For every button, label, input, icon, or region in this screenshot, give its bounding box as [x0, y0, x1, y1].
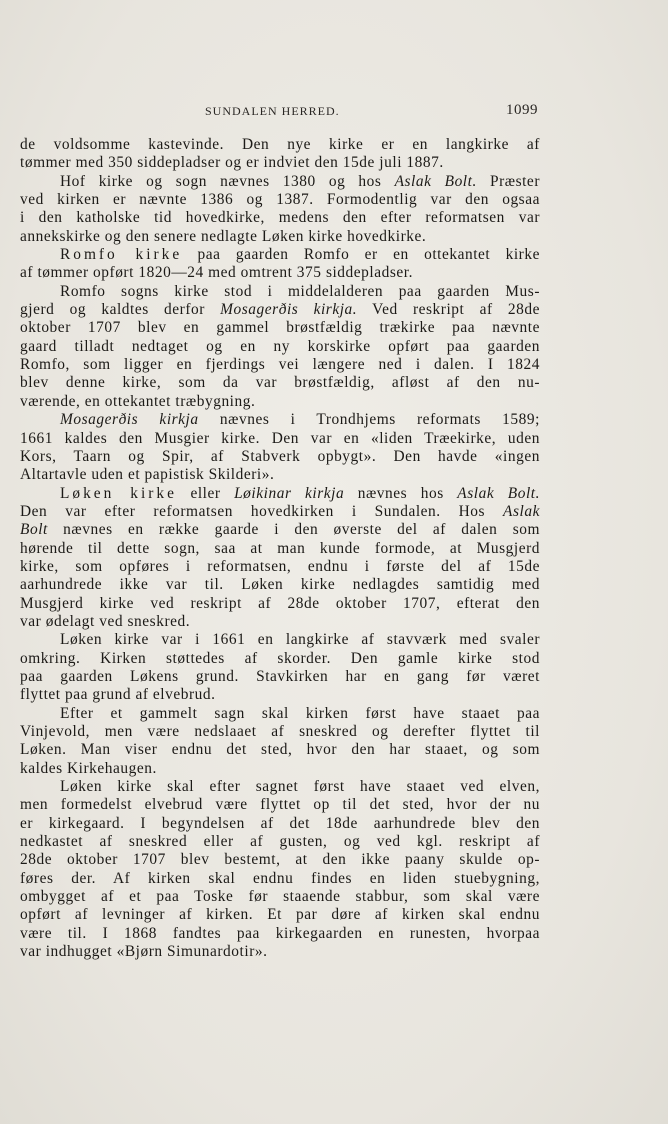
text-line — [20, 374, 540, 392]
text-line — [20, 283, 540, 301]
text-line — [20, 925, 540, 943]
text-line — [20, 815, 540, 833]
text-line — [20, 356, 540, 374]
text-line — [20, 191, 540, 209]
text-line — [20, 485, 540, 503]
text-line — [20, 448, 540, 466]
text-segment: være til. I 1868 fandtes paa kirkegaarden en runesten, hvorpaa — [20, 924, 540, 942]
text-segment: men formedelst elvebrud være flyttet op til det sted, hvor der nu — [20, 796, 540, 814]
text-segment: omkring. Kirken støttedes af skorder. Den gamle kirke stod — [20, 649, 540, 667]
text-line — [20, 650, 540, 668]
text-line — [20, 906, 540, 924]
text-segment: Den var efter reformatsen hovedkirken i Sundalen. Hos — [20, 502, 504, 520]
text-segment: ombygget af et paa Toske før staaende stabbur, som skal være — [20, 888, 540, 906]
italic-text: Mosagerðis kirkja. — [220, 301, 358, 319]
text-segment: tømmer med 350 siddepladser og er indviet den 15de juli 1887. — [20, 154, 444, 172]
text-line — [20, 631, 540, 649]
text-segment: Ved reskript af 28de — [357, 301, 541, 319]
text-segment: nævnes i Trondhjems reformats 1589; — [198, 411, 540, 429]
text-line — [20, 228, 540, 246]
text-line — [20, 888, 540, 906]
text-segment: gaard tilladt nedtaget og en ny korskirke opført paa gaarden — [20, 337, 540, 355]
text-segment: nævnes hos — [344, 484, 458, 502]
spaced-heading-text: Løken kirke — [60, 484, 177, 502]
text-line — [20, 723, 540, 741]
text-segment: Løken. Man viser endnu det sted, hvor den har staaet, og som — [20, 741, 540, 759]
text-segment: Vinjevold, men være nedslaaet af sneskred og derefter flyttet til — [20, 723, 540, 740]
text-segment: af tømmer opført 1820—24 med omtrent 375 siddepladser. — [20, 264, 414, 282]
text-segment: blev denne kirke, som da var brøstfældig, afløst af den nu- — [20, 374, 540, 392]
body-text — [20, 136, 540, 961]
text-line — [20, 338, 540, 356]
text-line — [20, 246, 540, 264]
text-segment: er kirkegaard. I begyndelsen af det 18de aarhundrede blev den — [20, 814, 540, 832]
spaced-heading-text: Romfo kirke — [60, 246, 183, 264]
text-line — [20, 778, 540, 796]
text-line — [20, 503, 540, 521]
text-segment: de voldsomme kastevinde. Den nye kirke er en langkirke af — [20, 136, 540, 153]
text-line — [20, 668, 540, 686]
text-segment: kaldes Kirkehaugen. — [20, 759, 157, 777]
text-segment: Præster — [476, 172, 540, 190]
text-line — [20, 319, 540, 337]
text-line — [20, 870, 540, 888]
text-segment: Kors, Taarn og Spir, af Stabverk opbygt». Den havde «ingen — [20, 447, 540, 465]
text-line — [20, 466, 540, 484]
text-segment: flyttet paa grund af elvebrud. — [20, 686, 216, 704]
running-head: SUNDALEN HERRED. — [205, 104, 340, 118]
page-number: 1099 — [506, 102, 538, 118]
text-segment: eller — [176, 484, 235, 502]
text-line — [20, 301, 540, 319]
text-segment: var ødelagt ved sneskred. — [20, 612, 191, 630]
text-line — [20, 705, 540, 723]
text-segment: nedkastet af sneskred eller af gusten, og ved kgl. reskript af — [20, 833, 540, 851]
text-segment: hørende til dette sogn, saa at man kunde formode, at Musgjerd — [20, 539, 540, 557]
text-segment: paa gaarden Løkens grund. Stavkirken har en gang før været — [20, 667, 540, 685]
text-line — [20, 613, 540, 631]
text-segment: Løken kirke var i 1661 en langkirke af stavværk med svaler — [60, 631, 540, 649]
text-segment: kirke, som opføres i reformatsen, endnu i første del af 15de — [20, 557, 540, 575]
italic-text: Aslak — [503, 502, 540, 520]
text-segment: føres der. Af kirken skal endnu findes en liden stuebygning, — [20, 869, 540, 887]
text-segment: Romfo sogns kirke stod i middelalderen paa gaarden Mus- — [60, 282, 540, 300]
italic-text: Mosagerðis kirkja — [60, 411, 199, 429]
text-segment: 1661 kaldes den Musgier kirke. Den var en «liden Træekirke, uden — [20, 429, 540, 447]
text-line — [20, 393, 540, 411]
text-line — [20, 173, 540, 191]
text-line — [20, 540, 540, 558]
text-line — [20, 558, 540, 576]
text-line — [20, 833, 540, 851]
text-line — [20, 796, 540, 814]
text-line — [20, 430, 540, 448]
text-line — [20, 154, 540, 172]
text-line — [20, 411, 540, 429]
page-header — [0, 104, 668, 124]
text-line — [20, 521, 540, 539]
text-line — [20, 136, 540, 154]
text-segment: Musgjerd kirke ved reskript af 28de oktober 1707, efterat den — [20, 594, 540, 612]
text-segment: i den katholske tid hovedkirke, medens den efter reformatsen var — [20, 209, 540, 227]
italic-text: Aslak Bolt. — [394, 172, 477, 190]
text-segment: Hof kirke og sogn nævnes 1380 og hos — [60, 172, 395, 190]
text-segment: var indhugget «Bjørn Simunardotir». — [20, 943, 268, 961]
text-line — [20, 264, 540, 282]
text-line — [20, 741, 540, 759]
text-line — [20, 209, 540, 227]
text-segment: Romfo, som ligger en fjerdings vei længere ned i dalen. I 1824 — [20, 356, 540, 374]
text-segment: Efter et gammelt sagn skal kirken først have staaet paa — [60, 704, 540, 722]
text-line — [20, 851, 540, 869]
text-segment: 28de oktober 1707 blev bestemt, at den ikke paany skulde op- — [20, 851, 540, 869]
text-line — [20, 595, 540, 613]
text-segment: oktober 1707 blev en gammel brøstfældig trækirke paa nævnte — [20, 319, 540, 337]
italic-text: Aslak Bolt. — [457, 484, 540, 502]
text-segment: ved kirken er nævnte 1386 og 1387. Formodentlig var den ogsaa — [20, 191, 540, 209]
text-segment: paa gaarden Romfo er en ottekantet kirke — [182, 246, 540, 264]
text-segment: Altartavle uden et papistisk Skilderi». — [20, 466, 275, 484]
italic-text: Bolt — [20, 521, 48, 539]
italic-text: Løikinar kirkja — [234, 484, 345, 502]
text-segment: Løken kirke skal efter sagnet først have staaet ved elven, — [60, 778, 540, 796]
text-line — [20, 943, 540, 961]
text-segment: nævnes en række gaarde i den øverste del af dalen som — [47, 521, 540, 539]
text-line — [20, 686, 540, 704]
text-segment: opført af levninger af kirken. Et par døre af kirken skal endnu — [20, 906, 540, 924]
text-segment: aarhundrede ikke var til. Løken kirke nedlagdes samtidig med — [20, 576, 540, 594]
text-segment: gjerd og kaldtes derfor — [20, 301, 221, 319]
text-segment: annekskirke og den senere nedlagte Løken kirke hovedkirke. — [20, 227, 427, 245]
text-line — [20, 760, 540, 778]
text-line — [20, 576, 540, 594]
text-segment: værende, en ottekantet træbygning. — [20, 392, 256, 410]
